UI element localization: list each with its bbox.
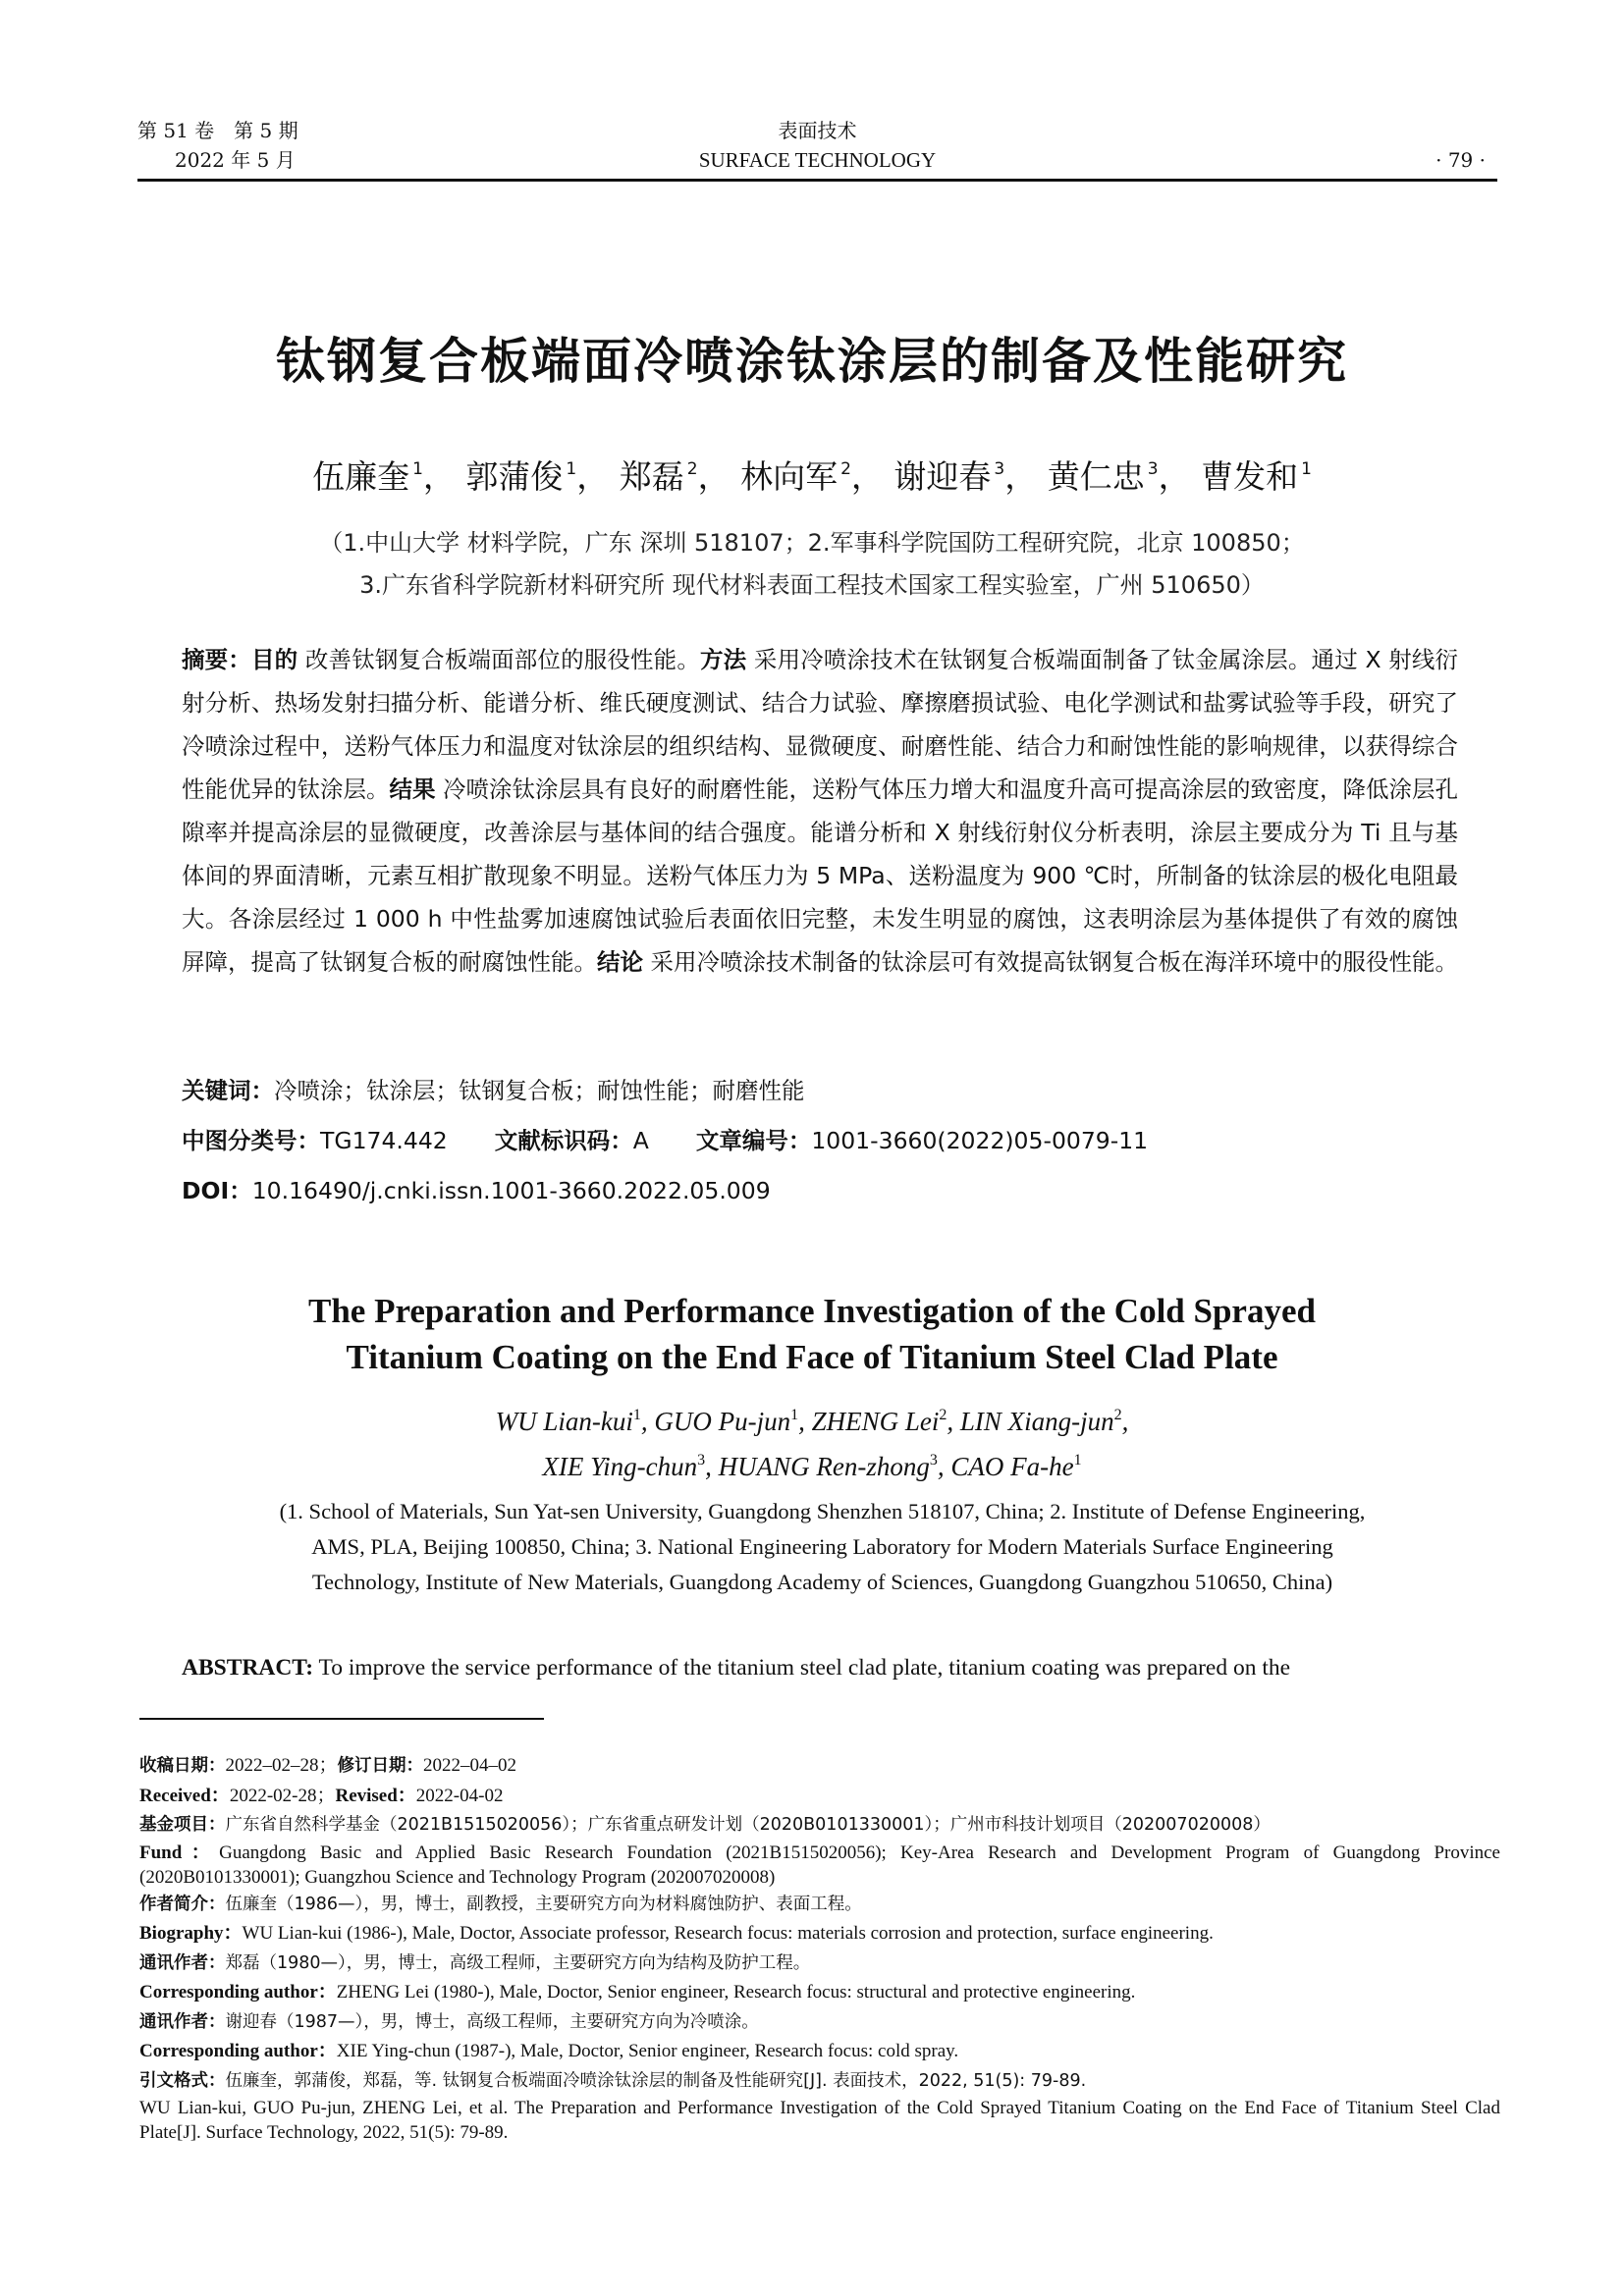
fund-cn: 基金项目：广东省自然科学基金（2021B1515020056）；广东省重点研发计划（2020B0101330001）；广州市科技计划项目（202007020008） [139,1815,1271,1835]
author-name: 郑磊 [619,457,684,496]
chinese-title: 钛钢复合板端面冷喷涂钛涂层的制备及性能研究 [276,333,1348,390]
author-separator: ， [1158,457,1191,496]
abstract-text: To improve the service performance of the titanium steel clad plate, titanium coating was prepared on the [313,1655,1291,1681]
journal-name-en: SURFACE TECHNOLOGY [698,148,937,172]
author-separator: , [798,1407,812,1436]
purpose-label: 目的 [250,646,298,673]
author-affiliation-mark: 3 [697,1452,706,1468]
author-affiliation-mark: 1 [1301,459,1312,479]
affiliation-line: (1. School of Materials, Sun Yat-sen University, Guangdong Shenzhen 518107, China; 2. Institute of Defense Engineering, [279,1499,1366,1523]
author-name: 黄仁忠 [1047,457,1145,496]
english-affiliations [211,1494,1434,1600]
affiliation-line: AMS, PLA, Beijing 100850, China; 3. National Engineering Laboratory for Modern Materials Surface Engineering [311,1534,1333,1559]
keywords [182,1072,1458,1105]
author-affiliation-mark: 3 [1147,459,1159,479]
title-line: Titanium Coating on the End Face of Titanium Steel Clad Plate [346,1338,1278,1376]
author-separator: ， [422,457,456,496]
abstract-label: ABSTRACT: [182,1655,314,1681]
author-name: LIN Xiang-jun [959,1407,1114,1436]
author-affiliation-mark: 1 [1073,1452,1082,1468]
chinese-authors [0,452,1624,498]
author-name: 谢迎春 [893,457,992,496]
chinese-affiliations [0,522,1624,607]
author-affiliation-mark: 1 [632,1407,641,1423]
corresponding-2-en: Corresponding author：XIE Ying-chun (1987-), Male, Doctor, Senior engineer, Research focus: cold spray. [139,2041,959,2061]
corresponding-1-en: Corresponding author：ZHENG Lei (1980-), Male, Doctor, Senior engineer, Research focus: structural and protective engineering. [139,1982,1136,2002]
citation-cn: 引文格式：伍廉奎，郭蒲俊，郑磊，等. 钛钢复合板端面冷喷涂钛涂层的制备及性能研究[J]. 表面技术，2022, 51(5): 79-89. [139,2070,1087,2091]
author-name: 林向军 [740,457,839,496]
author-affiliation-mark: 3 [929,1452,938,1468]
title-line: The Preparation and Performance Investigation of the Cold Sprayed [308,1292,1316,1330]
affiliation-line: 3.广东省科学院新材料研究所 现代材料表面工程技术国家工程实验室，广州 510650） [359,571,1265,599]
running-header [137,116,1497,183]
doi-value: 10.16490/j.cnki.issn.1001-3660.2022.05.009 [251,1177,771,1204]
author-separator: , [937,1452,951,1481]
author-separator: , [1121,1407,1129,1436]
articleno-value: 1001-3660(2022)05-0079-11 [811,1127,1149,1154]
doi-label: DOI： [182,1177,252,1204]
received-cn: 收稿日期：2022–02–28；修订日期：2022–04–02 [139,1755,517,1776]
journal-name [137,116,1497,175]
classification-line [182,1122,1458,1155]
abstract-label: 摘要： [182,646,251,673]
english-authors [0,1396,1624,1486]
corresponding-2-cn: 通讯作者：谢迎春（1987—），男，博士，高级工程师，主要研究方向为冷喷涂。 [139,2011,759,2032]
biography-en: Biography：WU Lian-kui (1986-), Male, Doctor, Associate professor, Research focus: materials corrosion and protection, surface engineering. [139,1923,1214,1944]
author-name: CAO Fa-he [950,1452,1074,1481]
author-name: WU Lian-kui [495,1407,633,1436]
doi-line [182,1172,1458,1205]
doccode-value: A [632,1127,649,1154]
author-separator: ， [850,457,884,496]
clc-label: 中图分类号： [182,1127,320,1154]
author-separator: , [705,1452,719,1481]
author-affiliation-mark: 2 [686,459,698,479]
chinese-abstract [182,638,1458,984]
author-affiliation-mark: 1 [566,459,577,479]
citation-en: WU Lian-kui, GUO Pu-jun, ZHENG Lei, et al. The Preparation and Performance Investigation of the Cold Sprayed Titanium Coating on the End Face of Titanium Steel Clad Plate[J]. Surface Technology, 2022, 51(5): 79-89. [139,2098,1500,2143]
doccode-label: 文献标识码： [494,1127,633,1154]
author-affiliation-mark: 3 [994,459,1005,479]
keywords-label: 关键词： [182,1077,274,1104]
english-abstract [182,1655,1478,1682]
author-affiliation-mark: 2 [939,1407,947,1423]
footnote-rule [139,1718,544,1720]
fund-en: Fund：Guangdong Basic and Applied Basic Research Foundation (2021B1515020056); Key-Area Research and Development Program of Guangdong Province (2020B0101330001); Guangzhou Science and Technology Program (202007020008) [139,1842,1500,1888]
author-affiliation-mark: 2 [840,459,851,479]
articleno-label: 文章编号： [695,1127,812,1154]
method-text: 采用冷喷涂技术在钛钢复合板端面制备了钛金属涂层。通过 X 射线衍射分析、热场发射扫描分析、能谱分析、维氏硬度测试、结合力试验、摩擦磨损试验、电化学测试和盐雾试验等手段，研究了冷喷涂过程中，送粉气体压力和温度对钛涂层的组织结构、显微硬度、耐磨性能、结合力和耐蚀性能的影响规律，以获得综合性能优异的钛涂层。 [182,646,1459,803]
clc-value: TG174.442 [320,1127,448,1154]
author-affiliation-mark: 2 [1113,1407,1122,1423]
author-name: 曹发和 [1201,457,1299,496]
received-en: Received：2022-02-28；Revised：2022-04-02 [139,1785,504,1806]
result-label: 结果 [389,775,436,803]
header-rule [137,179,1497,182]
author-name: XIE Ying-chun [542,1452,698,1481]
biography-cn: 作者简介：伍廉奎（1986—），男，博士，副教授，主要研究方向为材料腐蚀防护、表面工程。 [139,1894,862,1914]
purpose-text: 改善钛钢复合板端面部位的服役性能。 [298,646,700,673]
journal-name-cn: 表面技术 [778,119,857,142]
corresponding-1-cn: 通讯作者：郑磊（1980—），男，博士，高级工程师，主要研究方向为结构及防护工程。 [139,1952,811,1973]
author-name: 郭蒲俊 [465,457,564,496]
volume-issue: 第 51 卷 第 5 期 [137,119,298,142]
result-text: 冷喷涂钛涂层具有良好的耐磨性能，送粉气体压力增大和温度升高可提高涂层的致密度，降低涂层孔隙率并提高涂层的显微硬度，改善涂层与基体间的结合强度。能谱分析和 X 射线衍射仪分析表明，涂层主要成分为 Ti 且与基体间的界面清晰，元素互相扩散现象不明显。送粉气体压力为 5 MPa、送粉温度为 900 ℃时，所制备的钛涂层的极化电阻最大。各涂层经过 1 000 h 中性盐雾加速腐蚀试验后表面依旧完整，未发生明显的腐蚀，这表明涂层为基体提供了有效的腐蚀屏障，提高了钛钢复合板的耐腐蚀性能。 [182,775,1459,976]
author-affiliation-mark: 1 [412,459,423,479]
author-name: HUANG Ren-zhong [718,1452,930,1481]
author-line [0,1396,1624,1441]
issue-date: 2022 年 5 月 [175,148,296,172]
author-separator: , [640,1407,655,1436]
author-name: 伍廉奎 [312,457,410,496]
conclusion-label: 结论 [597,948,643,976]
affiliation-line: （1.中山大学 材料学院，广东 深圳 518107；2.军事科学院国防工程研究院，北京 100850； [319,529,1305,557]
author-separator: ， [1004,457,1038,496]
conclusion-text: 采用冷喷涂技术制备的钛涂层可有效提高钛钢复合板在海洋环境中的服役性能。 [643,948,1458,976]
author-name: GUO Pu-jun [654,1407,791,1436]
method-label: 方法 [699,646,747,673]
affiliation-line: Technology, Institute of New Materials, Guangdong Academy of Sciences, Guangdong Guangzhou 510650, China) [311,1570,1333,1594]
footnotes [139,1751,1500,2145]
author-separator: ， [697,457,731,496]
english-title [0,1288,1624,1380]
author-separator: , [947,1407,960,1436]
author-separator: ， [576,457,610,496]
author-line [0,1441,1624,1486]
author-affiliation-mark: 1 [790,1407,799,1423]
author-name: ZHENG Lei [811,1407,940,1436]
keywords-text: 冷喷涂；钛涂层；钛钢复合板；耐蚀性能；耐磨性能 [274,1077,805,1104]
page-number: · 79 · [1435,148,1486,172]
